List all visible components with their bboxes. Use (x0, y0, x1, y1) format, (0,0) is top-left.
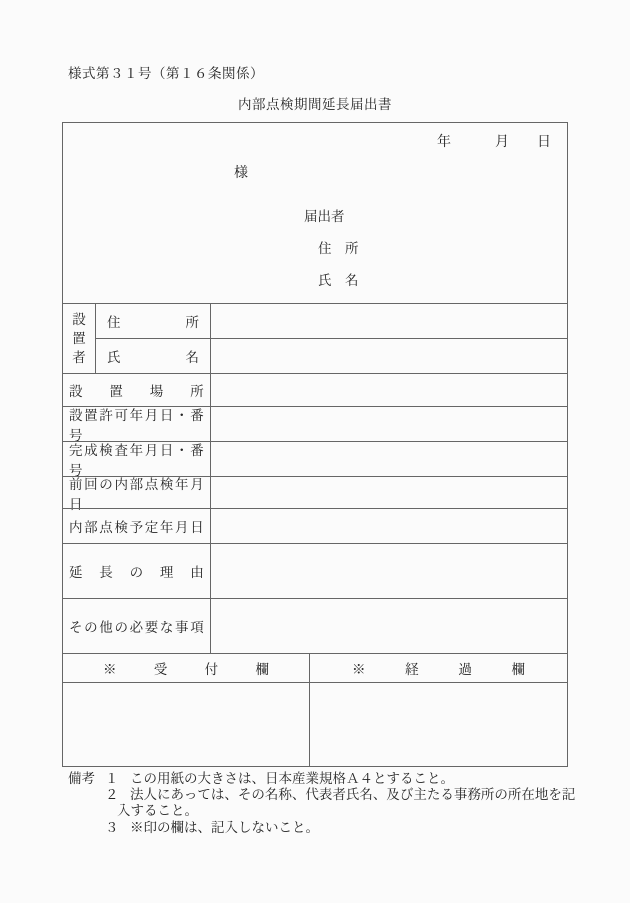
installer-name-row (96, 338, 567, 373)
installer-name-value-cell (211, 339, 567, 373)
addressee-suffix: 様 (234, 166, 248, 181)
row-value-cell (211, 509, 567, 543)
progress-column-header (310, 654, 567, 682)
row-completion-inspection (63, 441, 567, 476)
note-text: この用紙の大きさは、日本産業規格Ａ４とすること。 (130, 771, 454, 786)
note-text: 入すること。 (117, 803, 198, 819)
row-label: 延長の理由 (69, 565, 204, 580)
row-scheduled-internal-inspection (63, 508, 567, 543)
header-cell (63, 123, 567, 303)
note-number: ２ (105, 787, 119, 803)
installer-label-char: 者 (72, 349, 86, 365)
submitter-label: 届出者 (304, 209, 345, 224)
date-year-label: 年 (437, 135, 451, 150)
note-item-1 (68, 771, 588, 787)
row-value-cell (211, 544, 567, 598)
row-label-cell (63, 407, 211, 441)
submitter-address-label: 住 所 (318, 241, 359, 256)
form-number: 様式第３１号（第１６条関係） (68, 66, 264, 81)
row-value-cell (211, 599, 567, 653)
submitter-name-label: 氏 名 (318, 273, 359, 288)
row-label-cell (63, 544, 211, 598)
installer-name-label-cell (96, 339, 211, 373)
notes-heading: 備考 (68, 771, 95, 786)
installer-address-value-cell (211, 304, 567, 338)
row-label: その他の必要な事項 (69, 620, 204, 635)
row-value-cell (211, 477, 567, 508)
installer-vertical-label (63, 304, 96, 373)
row-label-cell (63, 599, 211, 653)
installer-address-label-cell (96, 304, 211, 338)
row-label-cell (63, 509, 211, 543)
row-installation-site (63, 373, 567, 406)
row-extension-reason (63, 543, 567, 598)
reception-column-header (63, 654, 310, 682)
date-line (437, 131, 551, 151)
row-value-cell (211, 442, 567, 476)
reception-column-label: ※受付欄 (103, 662, 269, 677)
installer-subrows (96, 304, 567, 373)
note-item-3 (68, 820, 588, 836)
row-permit-date-number (63, 406, 567, 441)
row-other-necessary-matters (63, 598, 567, 653)
form-title: 内部点検期間延長届出書 (238, 97, 392, 112)
row-value-cell (211, 374, 567, 406)
row-label: 設置場所 (69, 384, 204, 399)
note-item-2-continuation (68, 803, 588, 819)
row-label: 前回の内部点検年月日 (69, 476, 204, 512)
note-item-2 (68, 787, 588, 803)
row-label-cell (63, 442, 211, 476)
progress-column-label: ※経過欄 (352, 662, 525, 677)
row-label: 完成検査年月日・番号 (69, 443, 204, 478)
date-month-label: 月 (495, 135, 509, 150)
date-day-label: 日 (537, 135, 551, 150)
note-text: 法人にあっては、その名称、代表者氏名、及び主たる事務所の所在地を記 (130, 787, 576, 803)
note-number: ３ (105, 819, 119, 835)
notes-section (68, 771, 588, 836)
installer-group-row (63, 303, 567, 373)
note-text: ※印の欄は、記入しないこと。 (130, 819, 319, 835)
stamp-body-row (63, 682, 567, 766)
installer-label-char: 設 (72, 311, 86, 327)
row-value-cell (211, 407, 567, 441)
row-previous-internal-inspection (63, 476, 567, 512)
installer-label-char: 置 (72, 330, 86, 346)
note-number: １ (105, 771, 119, 786)
row-label-cell (63, 374, 211, 406)
installer-name-label: 氏名 (107, 350, 199, 365)
installer-address-row (96, 304, 567, 338)
form-table (62, 122, 568, 767)
stamp-header-row (63, 653, 567, 682)
row-label-cell (63, 476, 211, 512)
row-label: 設置許可年月日・番号 (69, 408, 204, 443)
row-label: 内部点検予定年月日 (69, 520, 204, 535)
progress-field (310, 683, 567, 766)
installer-address-label: 住所 (107, 315, 199, 330)
reception-field (63, 683, 310, 766)
